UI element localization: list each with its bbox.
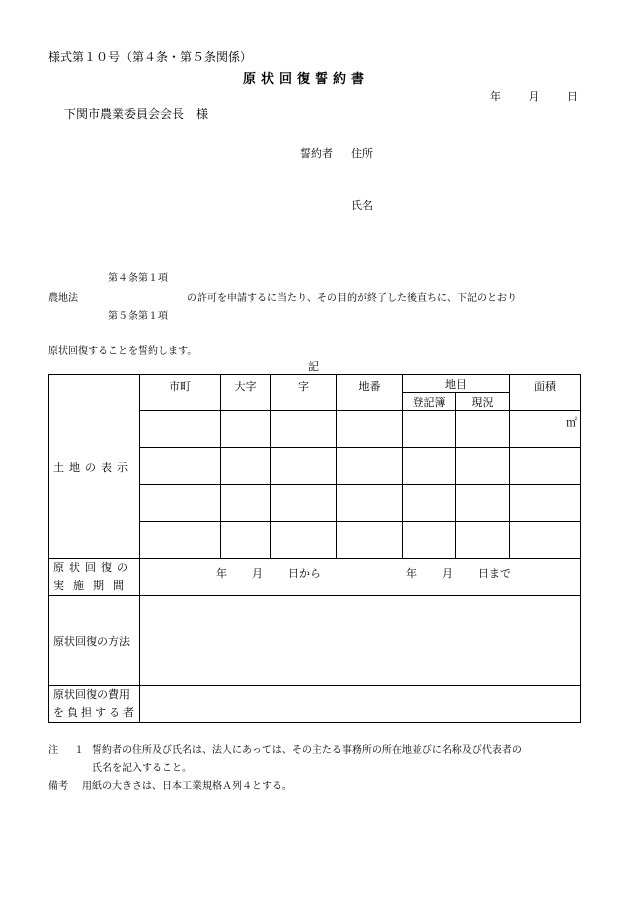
note-text-2: 氏名を記入すること。 [92, 763, 192, 774]
cell-city[interactable] [140, 485, 221, 522]
name-label: 氏名 [351, 199, 373, 212]
period-year-2: 年 [406, 567, 417, 580]
cell-oaza[interactable] [221, 448, 271, 485]
header-chiban: 地番 [337, 375, 403, 411]
cost-field[interactable] [140, 686, 581, 723]
period-year-1: 年 [216, 567, 227, 580]
cell-city[interactable] [140, 448, 221, 485]
body-line-1: の許可を申請するに当たり、その目的が終了した後直ちに、下記のとおり [187, 293, 517, 304]
cell-chiban[interactable] [337, 448, 403, 485]
ki-heading: 記 [308, 360, 319, 373]
cell-area[interactable] [510, 485, 581, 522]
cell-area[interactable] [510, 522, 581, 559]
form-number: 様式第１０号（第４条・第５条関係） [48, 50, 253, 64]
period-field[interactable] [140, 559, 581, 596]
cell-aza[interactable] [271, 485, 337, 522]
remarks-text: 用紙の大きさは、日本工業規格Ａ列４とする。 [82, 781, 292, 792]
cell-area[interactable] [510, 411, 581, 448]
date-month: 月 [528, 90, 540, 103]
cell-chiban[interactable] [337, 522, 403, 559]
cell-area[interactable] [510, 448, 581, 485]
header-city: 市町 [140, 375, 221, 411]
cell-chiban[interactable] [337, 411, 403, 448]
cell-current[interactable] [456, 522, 510, 559]
note-number: １ [74, 745, 84, 756]
addressee: 下関市農業委員会会長 様 [64, 107, 209, 121]
remarks-label: 備考 [48, 781, 68, 792]
period-month-1: 月 [252, 567, 263, 580]
header-area: 面積 [510, 375, 581, 411]
law-name: 農地法 [48, 293, 78, 304]
document-title: 原状回復誓約書 [243, 72, 370, 87]
cell-current[interactable] [456, 448, 510, 485]
cell-registry[interactable] [403, 485, 456, 522]
area-unit: ㎡ [566, 416, 577, 429]
cell-current[interactable] [456, 485, 510, 522]
pledger-label: 誓約者 [300, 147, 333, 160]
cell-registry[interactable] [403, 522, 456, 559]
cell-city[interactable] [140, 411, 221, 448]
cell-city[interactable] [140, 522, 221, 559]
cell-chiban[interactable] [337, 485, 403, 522]
cell-oaza[interactable] [221, 485, 271, 522]
cell-registry[interactable] [403, 411, 456, 448]
period-row [49, 559, 581, 596]
article-upper: 第４条第１項 [108, 273, 168, 284]
period-day-until: 日まで [478, 567, 511, 580]
header-aza: 字 [271, 375, 337, 411]
cell-aza[interactable] [271, 448, 337, 485]
note-label: 注 [48, 745, 58, 756]
header-oaza: 大字 [221, 375, 271, 411]
cell-registry[interactable] [403, 448, 456, 485]
cell-oaza[interactable] [221, 411, 271, 448]
note-text-1: 誓約者の住所及び氏名は、法人にあっては、その主たる事務所の所在地並びに名称及び代表者の [92, 745, 522, 756]
period-label [49, 559, 140, 596]
cell-current[interactable] [456, 411, 510, 448]
table-header-row [49, 375, 581, 393]
date-year: 年 [490, 90, 501, 103]
header-chimoku: 地目 [403, 375, 510, 393]
cost-row [49, 686, 581, 723]
cost-label-line-1: 原状回復の費用 [53, 688, 130, 701]
method-label: 原状回復の方法 [49, 596, 140, 686]
cost-label [49, 686, 140, 723]
period-day-from: 日から [288, 567, 321, 580]
date-line [490, 88, 578, 104]
cell-aza[interactable] [271, 411, 337, 448]
land-table [48, 374, 581, 723]
address-label: 住所 [351, 147, 373, 160]
cell-aza[interactable] [271, 522, 337, 559]
header-current: 現況 [456, 393, 510, 411]
article-lower: 第５条第１項 [108, 311, 168, 322]
method-row [49, 596, 581, 686]
period-month-2: 月 [442, 567, 453, 580]
period-label-line-1: 原状回復の [53, 561, 133, 574]
land-label: 土地の表示 [49, 375, 140, 559]
date-day: 日 [567, 90, 578, 103]
period-label-line-2: 実施期間 [53, 579, 133, 592]
cell-oaza[interactable] [221, 522, 271, 559]
body-line-2: 原状回復することを誓約します。 [48, 346, 198, 357]
header-registry: 登記簿 [403, 393, 456, 411]
method-field[interactable] [140, 596, 581, 686]
cost-label-line-2: を負担する者 [53, 706, 137, 719]
